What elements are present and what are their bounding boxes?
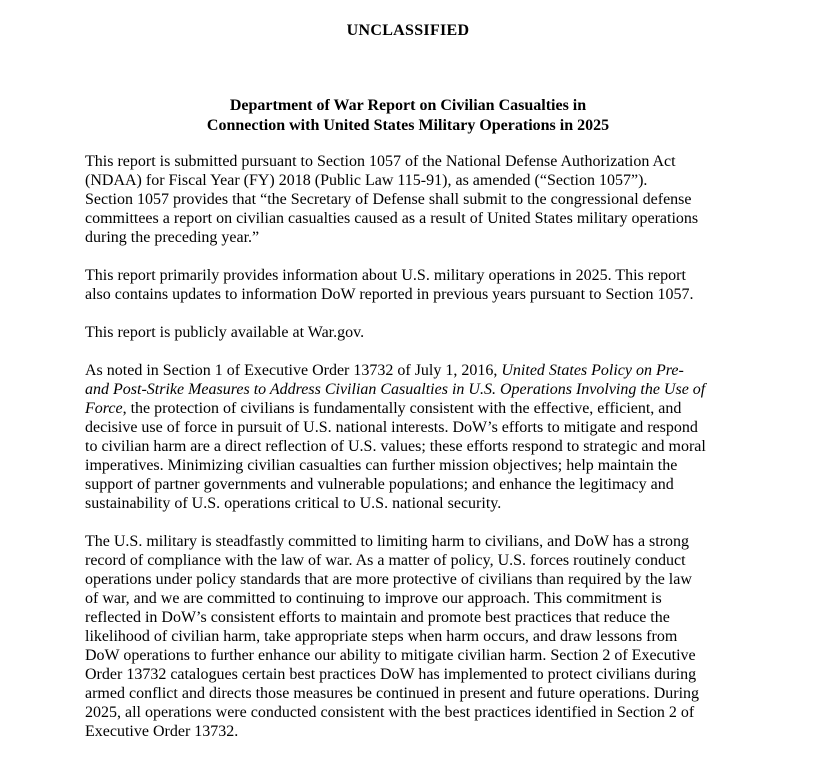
policy-title-italic: United States Policy on Pre- [501,362,684,379]
text-line: committees a report on civilian casualties caused as a result of United States military operations [85,210,699,227]
paragraph-availability [85,323,745,342]
text-line: This report is publicly available at War.gov. [85,324,365,341]
text-line [85,399,745,418]
text-line: Executive Order 13732. [85,723,239,740]
text-line: likelihood of civilian harm, take appropriate steps when harm occurs, and draw lessons from [85,628,678,645]
text-line: sustainability of U.S. operations critical to U.S. national security. [85,495,502,512]
classification-marking: UNCLASSIFIED [346,22,470,39]
text-line: decisive use of force in pursuit of U.S. national interests. DoW’s efforts to mitigate and respond [85,419,698,436]
text-line: during the preceding year.” [85,229,260,246]
text-line: armed conflict and directs those measures be continued in present and future operations. During [85,685,700,702]
text-line: to civilian harm are a direct reflection of U.S. values; these efforts respond to strategic and moral [85,438,706,455]
text-line: also contains updates to information DoW reported in previous years pursuant to Section 1057. [85,286,694,303]
report-title-line-1: Department of War Report on Civilian Casualties in [229,97,587,114]
text-line: reflected in DoW’s consistent efforts to maintain and promote best practices that reduce the [85,609,670,626]
text-line: This report is submitted pursuant to Section 1057 of the National Defense Authorization Act [85,153,676,170]
text-line: 2025, all operations were conducted consistent with the best practices identified in Section 2 of [85,704,695,721]
policy-title-italic: and Post-Strike Measures to Address Civilian Casualties in U.S. Operations Involving the Use of [85,381,706,398]
text-line: The U.S. military is steadfastly committed to limiting harm to civilians, and DoW has a strong [85,533,690,550]
text-line: This report primarily provides information about U.S. military operations in 2025. This report [85,267,686,284]
text-line: DoW operations to further enhance our ability to mitigate civilian harm. Section 2 of Executive [85,647,696,664]
text-line [85,380,745,399]
text-run: As noted in Section 1 of Executive Order 13732 of July 1, 2016, [85,362,502,379]
text-line: imperatives. Minimizing civilian casualties can further mission objectives; help maintain the [85,457,678,474]
text-line: Order 13732 catalogues certain best practices DoW has implemented to protect civilians during [85,666,697,683]
report-title [0,96,816,135]
text-run: , the protection of civilians is fundamentally consistent with the effective, efficient, and [122,400,682,417]
paragraph-authority [85,152,745,247]
text-line: (NDAA) for Fiscal Year (FY) 2018 (Public Law 115-91), as amended (“Section 1057”). [85,172,648,189]
report-title-line-2: Connection with United States Military Operations in 2025 [206,116,610,134]
text-line: Section 1057 provides that “the Secretary of Defense shall submit to the congressional defense [85,191,692,208]
text-line: record of compliance with the law of war. As a matter of policy, U.S. forces routinely conduct [85,552,686,569]
paragraph-scope [85,266,745,304]
paragraph-commitment [85,532,745,741]
text-line: support of partner governments and vulnerable populations; and enhance the legitimacy and [85,476,674,493]
text-line [85,361,745,380]
text-line: of war, and we are committed to continuing to improve our approach. This commitment is [85,590,662,607]
report-body [85,152,745,760]
paragraph-executive-order [85,361,745,513]
text-line: operations under policy standards that are more protective of civilians than required by the law [85,571,692,588]
policy-title-italic: Force [85,400,123,417]
